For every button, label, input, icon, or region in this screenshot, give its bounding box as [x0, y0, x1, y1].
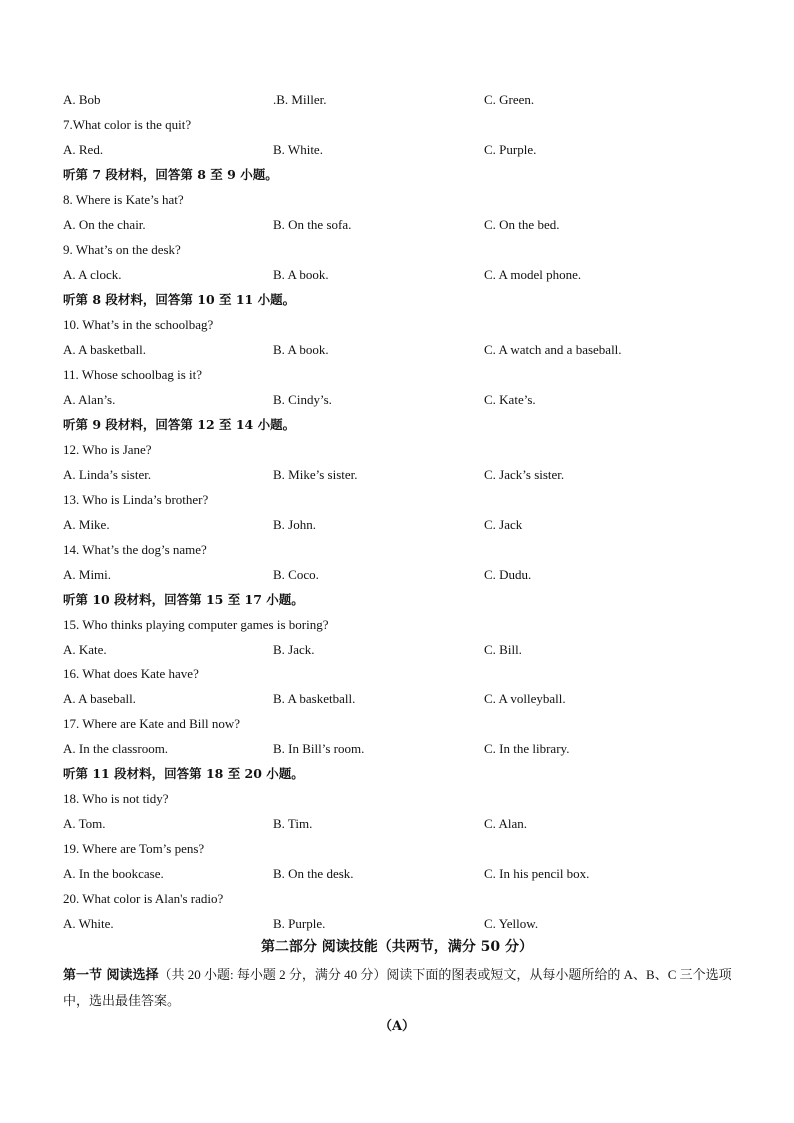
option-c: C. In the library.: [484, 741, 570, 756]
option-b: B. A book.: [273, 342, 329, 357]
option-b: B. Tim.: [273, 816, 313, 831]
section-heading-7: 听第 7 段材料，回答第 8 至 9 小题。: [63, 167, 278, 182]
instruction-text: （共 20 小题: 每小题 2 分，满分 40 分）阅读下面的图表或短文，从每小题所给的 A、B、C 三个选项中，选出最佳答案。: [63, 967, 732, 1008]
q7-options: [0, 142, 794, 158]
option-c: C. Green.: [484, 92, 535, 107]
question-18: 18. Who is not tidy?: [63, 791, 169, 806]
option-b: B. Cindy’s.: [273, 392, 332, 407]
section-one-instruction: [63, 962, 733, 1013]
option-b: B. A basketball.: [273, 691, 356, 706]
question-14: 14. What’s the dog’s name?: [63, 542, 207, 557]
option-b: .B. Miller.: [273, 92, 327, 107]
section-heading-9: 听第 9 段材料，回答第 12 至 14 小题。: [63, 417, 296, 432]
q20-options: [0, 916, 794, 932]
q16-options: [0, 691, 794, 707]
question-16: 16. What does Kate have?: [63, 666, 199, 681]
q14-options: [0, 567, 794, 583]
question-8: 8. Where is Kate’s hat?: [63, 192, 184, 207]
question-10: 10. What’s in the schoolbag?: [63, 317, 214, 332]
option-a: A. Alan’s.: [63, 392, 116, 407]
option-b: B. Mike’s sister.: [273, 467, 358, 482]
option-b: B. A book.: [273, 267, 329, 282]
q8-options: [0, 217, 794, 233]
question-12: 12. Who is Jane?: [63, 442, 152, 457]
q6-options: [0, 92, 794, 108]
option-b: B. In Bill’s room.: [273, 741, 365, 756]
option-b: B. Purple.: [273, 916, 326, 931]
section-heading-10: 听第 10 段材料，回答第 15 至 17 小题。: [63, 592, 304, 607]
option-a: A. In the classroom.: [63, 741, 169, 756]
q19-options: [0, 866, 794, 882]
q10-options: [0, 342, 794, 358]
option-c: C. A model phone.: [484, 267, 582, 282]
option-a: A. White.: [63, 916, 114, 931]
option-c: C. Yellow.: [484, 916, 539, 931]
option-c: C. Bill.: [484, 642, 522, 657]
option-c: C. Dudu.: [484, 567, 532, 582]
section-heading-11: 听第 11 段材料，回答第 18 至 20 小题。: [63, 766, 304, 781]
question-13: 13. Who is Linda’s brother?: [63, 492, 209, 507]
option-c: C. Purple.: [484, 142, 537, 157]
question-20: 20. What color is Alan's radio?: [63, 891, 224, 906]
q13-options: [0, 517, 794, 533]
q15-options: [0, 642, 794, 658]
option-c: C. On the bed.: [484, 217, 560, 232]
option-a: A. On the chair.: [63, 217, 146, 232]
option-a: A. Linda’s sister.: [63, 467, 152, 482]
option-c: C. Jack: [484, 517, 523, 532]
option-a: A. In the bookcase.: [63, 866, 164, 881]
option-a: A. Bob: [63, 92, 101, 107]
option-b: B. On the sofa.: [273, 217, 352, 232]
question-19: 19. Where are Tom’s pens?: [63, 841, 205, 856]
q18-options: [0, 816, 794, 832]
option-c: C. Alan.: [484, 816, 527, 831]
question-15: 15. Who thinks playing computer games is boring?: [63, 617, 329, 632]
option-a: A. Mike.: [63, 517, 110, 532]
option-a: A. Kate.: [63, 642, 107, 657]
question-17: 17. Where are Kate and Bill now?: [63, 716, 240, 731]
question-11: 11. Whose schoolbag is it?: [63, 367, 203, 382]
option-a: A. A baseball.: [63, 691, 136, 706]
option-c: C. A volleyball.: [484, 691, 566, 706]
option-a: A. A clock.: [63, 267, 122, 282]
option-c: C. A watch and a baseball.: [484, 342, 622, 357]
q9-options: [0, 267, 794, 283]
option-c: C. In his pencil box.: [484, 866, 590, 881]
passage-label: （A）: [378, 1019, 416, 1034]
option-b: B. White.: [273, 142, 323, 157]
option-a: A. Red.: [63, 142, 104, 157]
option-a: A. Mimi.: [63, 567, 112, 582]
option-b: B. Coco.: [273, 567, 319, 582]
question-7: 7.What color is the quit?: [63, 117, 192, 132]
section-one-heading: 第一节 阅读选择: [63, 968, 159, 983]
option-a: A. Tom.: [63, 816, 106, 831]
section-heading-8: 听第 8 段材料，回答第 10 至 11 小题。: [63, 292, 296, 307]
question-9: 9. What’s on the desk?: [63, 242, 181, 257]
option-b: B. Jack.: [273, 642, 315, 657]
q12-options: [0, 467, 794, 483]
option-b: B. On the desk.: [273, 866, 354, 881]
q17-options: [0, 741, 794, 757]
option-c: C. Jack’s sister.: [484, 467, 565, 482]
option-a: A. A basketball.: [63, 342, 147, 357]
option-c: C. Kate’s.: [484, 392, 536, 407]
part-two-title: 第二部分 阅读技能（共两节，满分 50 分）: [260, 939, 534, 955]
option-b: B. John.: [273, 517, 316, 532]
q11-options: [0, 392, 794, 408]
